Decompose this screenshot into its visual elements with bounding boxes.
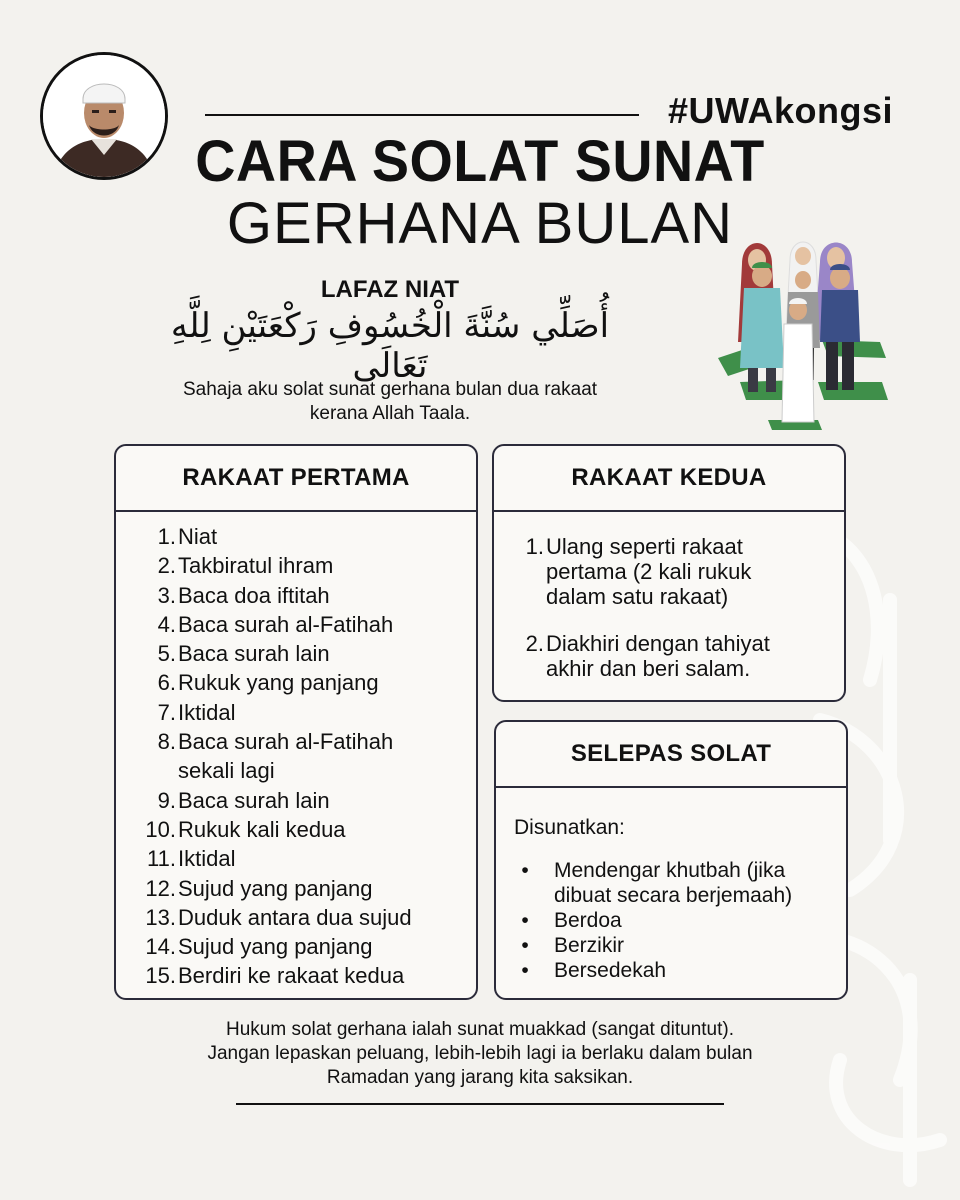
step-text: Iktidal — [178, 699, 236, 725]
footer-line: Hukum solat gerhana ialah sunat muakkad (sangat dituntut). — [225, 1019, 735, 1040]
list-item — [116, 727, 476, 756]
step-text: Sujud yang panjang — [178, 875, 373, 901]
step-text: dalam satu rakaat) — [546, 584, 729, 609]
list-item — [496, 933, 846, 958]
step-text: Rukuk yang panjang — [178, 670, 379, 696]
step-number: 15. — [145, 963, 176, 989]
rakaat-kedua-card — [492, 444, 846, 702]
footer-note — [100, 1018, 860, 1090]
list-item — [496, 908, 846, 933]
list-item — [116, 668, 476, 697]
step-text: Duduk antara dua sujud — [178, 904, 412, 930]
selepas-solat-intro: Disunatkan: — [514, 816, 625, 839]
step-text: sekali lagi — [178, 758, 275, 784]
step-number: 10. — [145, 816, 176, 842]
rakaat-kedua-steps — [494, 512, 844, 681]
step-text: Baca surah lain — [178, 787, 330, 813]
step-number: 13. — [145, 904, 176, 930]
family-praying-illustration — [712, 232, 892, 432]
list-item — [116, 698, 476, 727]
list-item — [496, 958, 846, 983]
step-text: Sujud yang panjang — [178, 934, 373, 960]
list-item — [116, 639, 476, 668]
item-text: Bersedekah — [554, 959, 667, 982]
rakaat-pertama-steps — [116, 512, 476, 991]
list-item — [116, 610, 476, 639]
step-text: Niat — [178, 524, 218, 549]
bullet-icon: • — [521, 959, 529, 982]
footer-line: Ramadan yang jarang kita saksikan. — [326, 1067, 634, 1088]
item-text: Mendengar khutbah (jika — [554, 859, 786, 882]
list-item — [116, 815, 476, 844]
list-item — [116, 961, 476, 990]
avatar-illustration — [43, 55, 165, 177]
header-rule — [205, 114, 639, 116]
selepas-solat-card — [494, 720, 848, 1000]
step-number: 1. — [525, 534, 544, 559]
step-text: Rukuk kali kedua — [178, 816, 346, 842]
bullet-icon: • — [521, 859, 529, 882]
step-text: Baca surah al-Fatihah — [178, 729, 394, 755]
list-item — [116, 844, 476, 873]
footer-line: Jangan lepaskan peluang, lebih-lebih lagi ia berlaku dalam bulan — [207, 1043, 753, 1064]
page-title: CARA SOLAT SUNAT — [195, 129, 765, 194]
bullet-icon: • — [521, 909, 529, 932]
step-text: Iktidal — [178, 846, 236, 872]
hashtag: #UWAkongsi — [668, 90, 894, 131]
item-text: Berzikir — [554, 934, 625, 957]
step-number: 1. — [157, 524, 176, 549]
niat-arabic-text: أُصَلِّي سُنَّةَ الْخُسُوفِ رَكْعَتَيْنِ لِلَّهِ تَعَالَى — [170, 306, 610, 386]
list-item — [116, 756, 476, 785]
footer-rule — [236, 1103, 724, 1105]
list-item — [494, 534, 844, 609]
page-subtitle: GERHANA BULAN — [226, 191, 734, 256]
list-item — [116, 551, 476, 580]
step-text: Baca surah al-Fatihah — [178, 611, 394, 637]
list-item — [494, 631, 844, 681]
list-item — [116, 932, 476, 961]
item-text: dibuat secara berjemaah) — [554, 884, 793, 907]
step-text: Ulang seperti rakaat — [546, 534, 743, 559]
step-number: 4. — [157, 611, 176, 637]
selepas-solat-heading: SELEPAS SOLAT — [496, 722, 846, 788]
step-number: 9. — [157, 787, 176, 813]
niat-translation-line: kerana Allah Taala. — [309, 403, 471, 424]
rakaat-pertama-card — [114, 444, 478, 1000]
list-item — [116, 786, 476, 815]
avatar — [40, 52, 168, 180]
list-item — [116, 903, 476, 932]
step-text: Berdiri ke rakaat kedua — [178, 963, 405, 989]
step-text: Diakhiri dengan tahiyat — [546, 631, 770, 656]
step-number: 11. — [147, 846, 176, 872]
niat-translation — [120, 378, 660, 426]
step-number: 5. — [157, 641, 176, 667]
step-text: Takbiratul ihram — [178, 553, 334, 579]
list-item — [116, 522, 476, 551]
step-text: akhir dan beri salam. — [546, 656, 751, 681]
step-number: 3. — [157, 582, 176, 608]
step-number: 2. — [525, 631, 544, 656]
item-text: Berdoa — [554, 909, 622, 932]
step-number: 6. — [157, 670, 176, 696]
step-number: 7. — [157, 699, 176, 725]
list-item — [496, 858, 846, 908]
step-number: 12. — [145, 875, 176, 901]
niat-label: LAFAZ NIAT — [320, 276, 460, 303]
step-number: 8. — [157, 729, 176, 755]
step-number: 14. — [145, 934, 176, 960]
niat-translation-line: Sahaja aku solat sunat gerhana bulan dua rakaat — [182, 379, 598, 400]
rakaat-kedua-heading: RAKAAT KEDUA — [494, 446, 844, 512]
list-item — [116, 581, 476, 610]
step-text: Baca doa iftitah — [178, 582, 330, 608]
step-text: Baca surah lain — [178, 641, 330, 667]
step-number: 2. — [157, 553, 176, 579]
selepas-solat-list — [496, 858, 846, 983]
rakaat-pertama-heading: RAKAAT PERTAMA — [116, 446, 476, 512]
list-item — [116, 874, 476, 903]
step-text: pertama (2 kali rukuk — [546, 559, 752, 584]
bullet-icon: • — [521, 934, 529, 957]
step-number — [116, 756, 178, 785]
